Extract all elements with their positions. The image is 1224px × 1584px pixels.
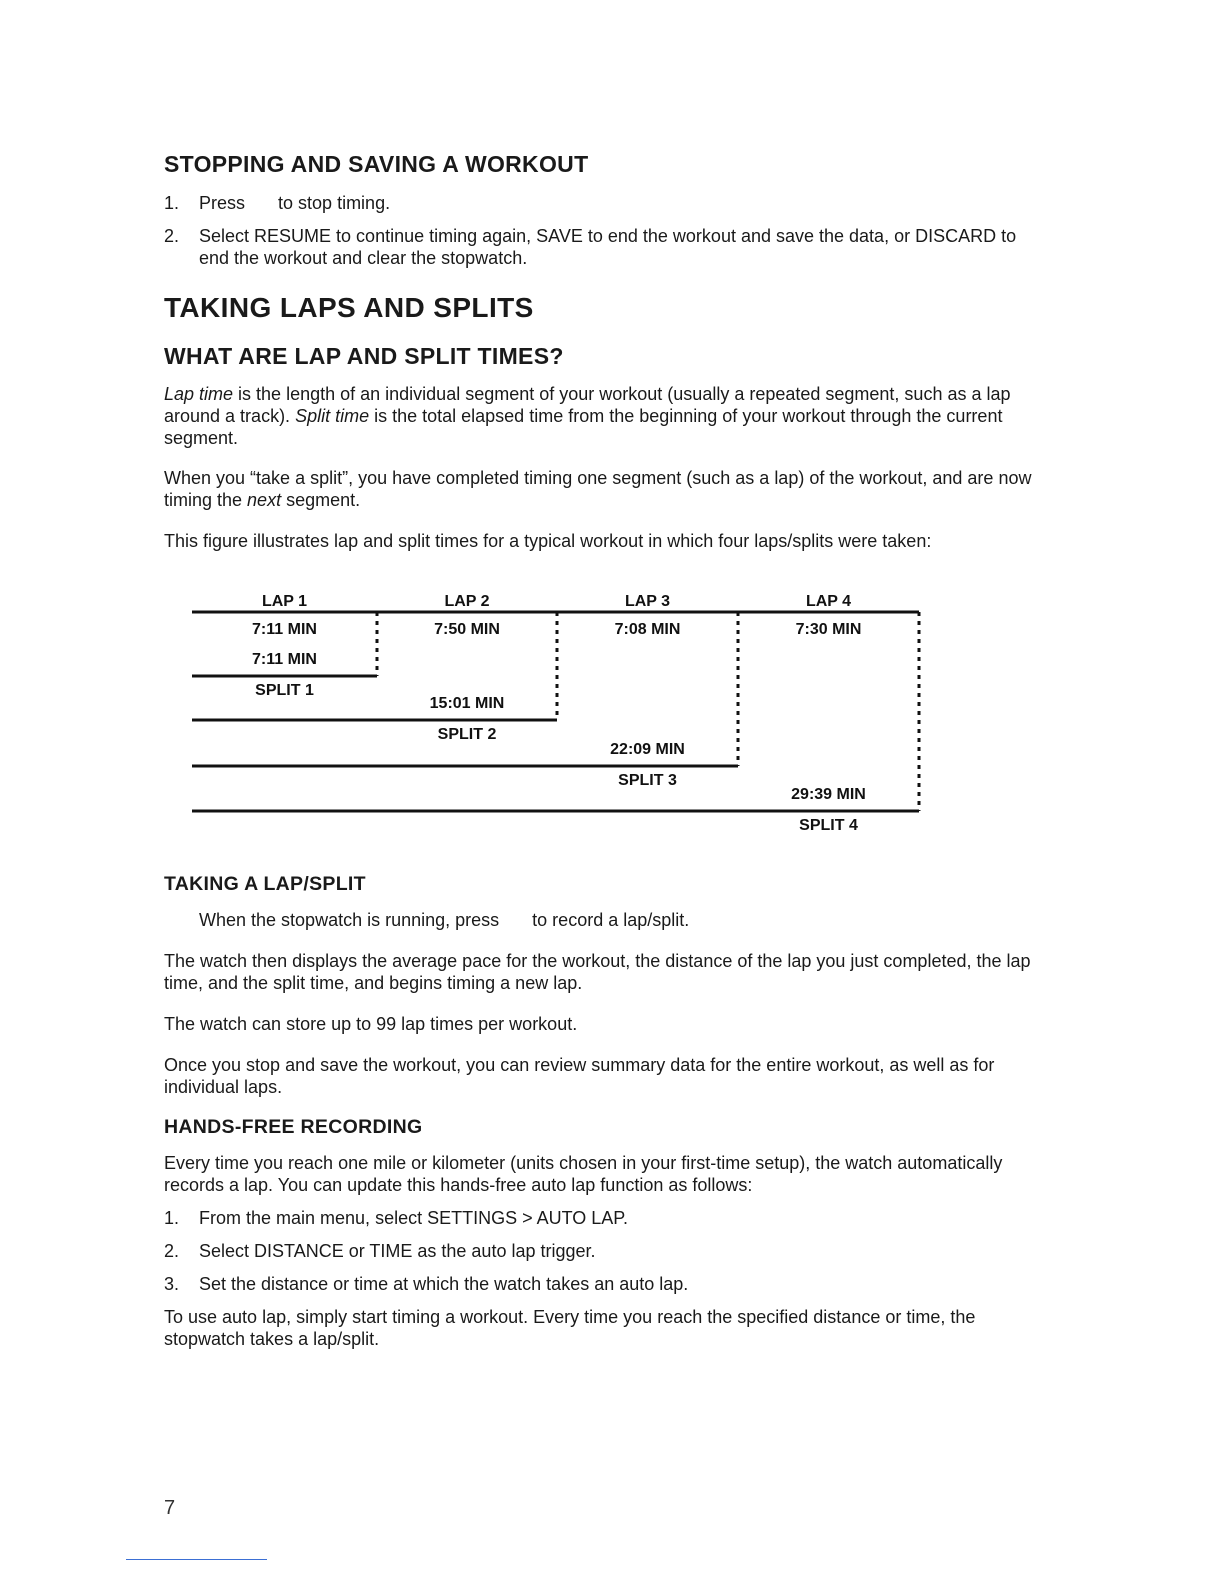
- lap-time-label: 7:08 MIN: [614, 621, 681, 638]
- list-text: From the main menu, select SETTINGS > AUTO LAP.: [199, 1208, 628, 1228]
- page-number: 7: [164, 1497, 176, 1519]
- list-text: Select RESUME to continue timing again, SAVE to end the workout and save the data, or DISCARD to end the workout and clear the stopwatch.: [199, 226, 1017, 268]
- list-text: Set the distance or time at which the watch takes an auto lap.: [199, 1274, 689, 1294]
- paragraph-figure-intro: This figure illustrates lap and split times for a typical workout in which four laps/splits were taken:: [164, 531, 932, 551]
- paragraph-display: The watch then displays the average pace for the workout, the distance of the lap you just completed, the lap time, and the split time, and begins timing a new lap.: [164, 951, 1031, 993]
- paragraph-storage: The watch can store up to 99 lap times per workout.: [164, 1014, 578, 1034]
- instruction-text: to record a lap/split.: [532, 910, 690, 930]
- lap-time-label: 7:30 MIN: [795, 621, 862, 638]
- split-time-label: 7:11 MIN: [252, 651, 317, 668]
- lap-label: LAP 2: [444, 593, 490, 610]
- footer-rule: [126, 1559, 267, 1560]
- list-number: 1.: [164, 1208, 180, 1228]
- list-number: 2.: [164, 1241, 180, 1261]
- term-lap-time: Lap time: [164, 384, 234, 404]
- split-label: SPLIT 4: [799, 817, 858, 834]
- split-time-label: 29:39 MIN: [791, 786, 866, 803]
- lap-label: LAP 4: [805, 593, 852, 610]
- emphasis-next: next: [247, 490, 282, 510]
- list-number: 3.: [164, 1274, 180, 1294]
- paragraph-instruction: [199, 909, 1054, 931]
- split-label: SPLIT 1: [255, 682, 314, 699]
- instruction-text: When the stopwatch is running, press: [199, 910, 500, 930]
- section-title-stopping: STOPPING AND SAVING A WORKOUT: [164, 151, 589, 177]
- step-text-after-icon: to stop timing.: [278, 193, 391, 213]
- lap-label: LAP 3: [624, 593, 671, 610]
- subsection-title-handsfree: HANDS-FREE RECORDING: [164, 1116, 423, 1138]
- split-time-label: 22:09 MIN: [610, 741, 685, 758]
- list-number: 1.: [164, 193, 180, 213]
- paragraph-auto-lap-usage: To use auto lap, simply start timing a workout. Every time you reach the specified distance or time, the stopwatch takes a lap/split.: [164, 1307, 976, 1349]
- lap-time-label: 7:11 MIN: [252, 621, 317, 638]
- definition-text: is the length of an individual segment of your workout (usually a repeated segment, such as a lap around a track).: [164, 384, 1011, 426]
- paragraph-text: segment.: [281, 490, 361, 510]
- diagram-labels: [252, 593, 866, 834]
- term-split-time: Split time: [295, 406, 370, 426]
- split-label: SPLIT 2: [437, 726, 497, 743]
- subsection-title-taking: TAKING A LAP/SPLIT: [164, 873, 366, 895]
- diagram-lines: [192, 612, 919, 811]
- list-text: Select DISTANCE or TIME as the auto lap trigger.: [199, 1241, 596, 1261]
- step-text-before-icon: Press: [199, 193, 246, 213]
- list-number: 2.: [164, 226, 180, 246]
- split-label: SPLIT 3: [618, 772, 677, 789]
- chapter-title: TAKING LAPS AND SPLITS: [164, 292, 534, 323]
- definition-text: is the total elapsed time from the beginning of your workout through the current segment.: [164, 406, 1003, 448]
- paragraph-auto-lap: Every time you reach one mile or kilometer (units chosen in your first-time setup), the watch automatically records a lap. You can update this hands-free auto lap function as follows:: [164, 1153, 1003, 1195]
- paragraph-review: Once you stop and save the workout, you can review summary data for the entire workout, as well as for individual laps.: [164, 1055, 995, 1097]
- lap-label: LAP 1: [261, 593, 308, 610]
- paragraph-text: When you “take a split”, you have completed timing one segment (such as a lap) of the workout, and are now timing the: [164, 468, 1032, 510]
- split-time-label: 15:01 MIN: [429, 695, 505, 712]
- lap-time-label: 7:50 MIN: [434, 621, 500, 638]
- section-title-what: WHAT ARE LAP AND SPLIT TIMES?: [164, 343, 564, 369]
